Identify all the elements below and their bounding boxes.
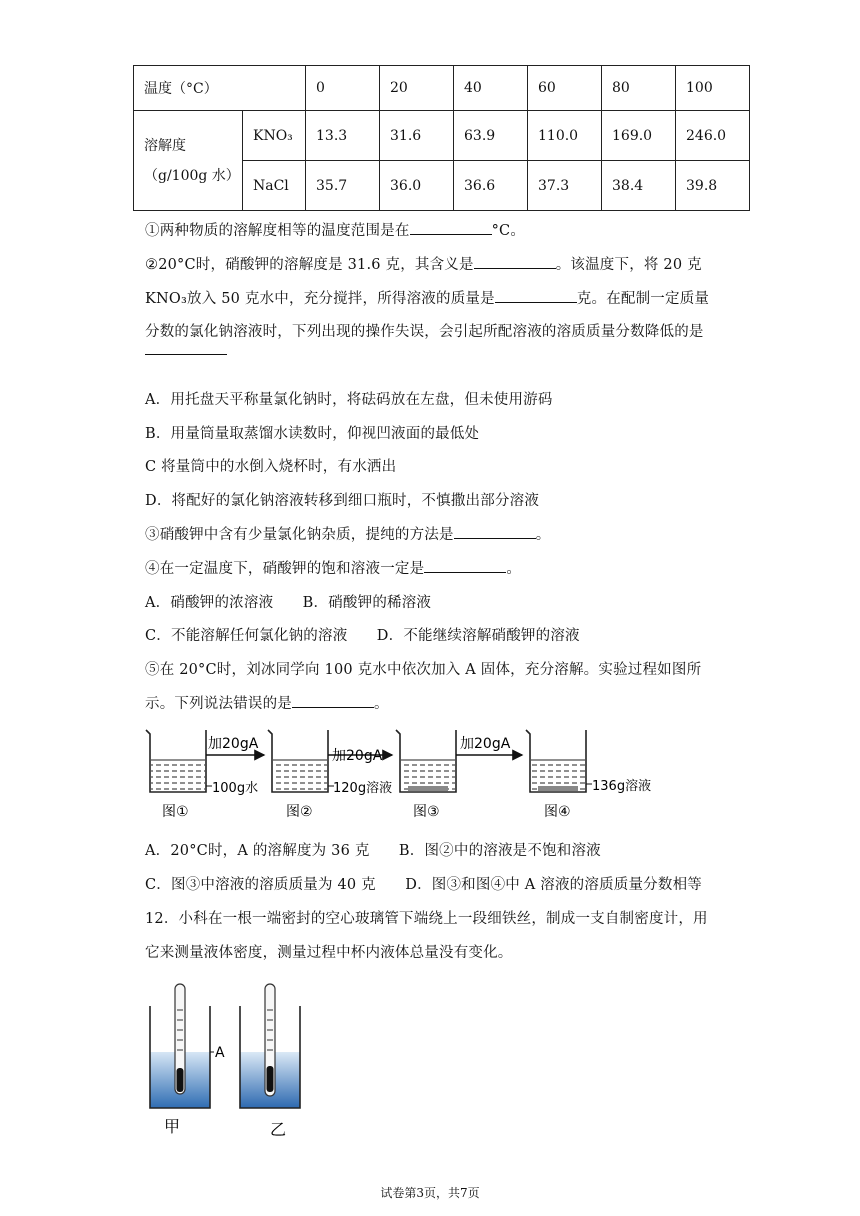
solubility-label: 溶解度: [144, 137, 186, 154]
value-cell: 36.6: [454, 161, 528, 211]
arrow-label: 加20gA: [332, 748, 383, 764]
question-5-line-2: 示。下列说法错误的是 。: [145, 692, 389, 713]
value-cell: 169.0: [602, 111, 676, 161]
answer-blank[interactable]: [145, 340, 227, 355]
figure-caption: 图④: [544, 804, 571, 820]
solubility-label-cell: [134, 111, 243, 211]
hydrometer-figure: [140, 980, 320, 1140]
option-c: C 将量筒中的水倒入烧杯时，有水洒出: [145, 459, 397, 475]
figure-caption: 乙: [270, 1120, 287, 1139]
figure-caption: 图①: [162, 804, 189, 820]
question-5-options-cd: C．图③中溶液的溶质质量为 40 克 D．图③和图④中 A 溶液的溶质质量分数相等: [145, 877, 702, 893]
question-2-line-2: KNO₃放入 50 克水中，充分搅拌，所得溶液的质量是 克。在配制一定质量: [145, 287, 709, 308]
answer-blank[interactable]: [454, 524, 536, 539]
question-4-options-cd: C．不能溶解任何氯化钠的溶液 D．不能继续溶解硝酸钾的溶液: [145, 628, 580, 644]
option-d: D．将配好的氯化钠溶液转移到细口瓶时，不慎撒出部分溶液: [145, 493, 540, 509]
arrow-label: 加20gA: [208, 736, 259, 752]
figure-caption: 图②: [286, 804, 313, 820]
value-cell: 13.3: [306, 111, 380, 161]
beaker-4: [526, 730, 586, 792]
substance-cell: NaCl: [243, 161, 306, 211]
table-row: [134, 111, 750, 161]
beaker-process-figure: [140, 720, 680, 830]
temp-cell: 60: [528, 66, 602, 111]
question-12-line-1: 12．小科在一根一端密封的空心玻璃管下端绕上一段细铁丝，制成一支自制密度计，用: [145, 911, 708, 927]
value-cell: 36.0: [380, 161, 454, 211]
answer-blank[interactable]: [424, 558, 506, 573]
option-a: A．用托盘天平称量氯化钠时，将砝码放在左盘，但未使用游码: [145, 392, 553, 408]
question-2-blank-line: [145, 340, 227, 359]
value-cell: 37.3: [528, 161, 602, 211]
temp-cell: 80: [602, 66, 676, 111]
answer-blank[interactable]: [474, 254, 556, 269]
option-b: B．用量筒量取蒸馏水读数时，仰视凹液面的最低处: [145, 426, 480, 442]
question-4: ④在一定温度下，硝酸钾的饱和溶液一定是 。: [145, 557, 521, 578]
substance-cell: KNO₃: [243, 111, 306, 161]
beaker-1: [146, 730, 206, 792]
figure-caption: 甲: [164, 1117, 181, 1136]
beaker-3: [396, 730, 456, 792]
page-footer: 试卷第3页，共7页: [380, 1186, 480, 1200]
value-cell: 38.4: [602, 161, 676, 211]
temp-cell: 100: [676, 66, 750, 111]
question-5-line-1: ⑤在 20°C时，刘冰同学向 100 克水中依次加入 A 固体，充分溶解。实验过程如图所: [145, 662, 702, 678]
temp-cell: 40: [454, 66, 528, 111]
question-12-line-2: 它来测量液体密度，测量过程中杯内液体总量没有变化。: [145, 945, 513, 961]
question-1: ①两种物质的溶解度相等的温度范围是在 °C。: [145, 219, 525, 240]
value-cell: 35.7: [306, 161, 380, 211]
temp-header-cell: 温度（°C）: [134, 66, 306, 111]
question-2-line-1: ②20°C时，硝酸钾的溶解度是 31.6 克，其含义是 。该温度下，将 20 克: [145, 253, 702, 274]
beaker-2: [268, 730, 328, 792]
answer-blank[interactable]: [292, 693, 374, 708]
solubility-unit: （g/100g 水）: [144, 167, 240, 184]
value-cell: 31.6: [380, 111, 454, 161]
temp-cell: 20: [380, 66, 454, 111]
table-header-row: [134, 66, 750, 111]
side-label: 120g溶液: [333, 781, 393, 796]
value-cell: 246.0: [676, 111, 750, 161]
arrow-label: 加20gA: [460, 736, 511, 752]
solubility-table: [133, 65, 750, 211]
side-label: 136g溶液: [592, 779, 652, 794]
water-level-marker: A: [215, 1045, 225, 1061]
value-cell: 39.8: [676, 161, 750, 211]
cup-jia: [150, 984, 225, 1108]
value-cell: 110.0: [528, 111, 602, 161]
cup-yi: [240, 984, 300, 1108]
question-2-line-3: 分数的氯化钠溶液时，下列出现的操作失误，会引起所配溶液的溶质质量分数降低的是: [145, 324, 704, 340]
figure-caption: 图③: [413, 804, 440, 820]
answer-blank[interactable]: [495, 288, 577, 303]
answer-blank[interactable]: [410, 220, 492, 235]
side-label: 100g水: [212, 781, 259, 796]
question-3: ③硝酸钾中含有少量氯化钠杂质，提纯的方法是 。: [145, 523, 550, 544]
question-4-options-ab: A．硝酸钾的浓溶液 B．硝酸钾的稀溶液: [145, 595, 432, 611]
question-5-options-ab: A．20°C时，A 的溶解度为 36 克 B．图②中的溶液是不饱和溶液: [145, 843, 601, 859]
temp-cell: 0: [306, 66, 380, 111]
value-cell: 63.9: [454, 111, 528, 161]
